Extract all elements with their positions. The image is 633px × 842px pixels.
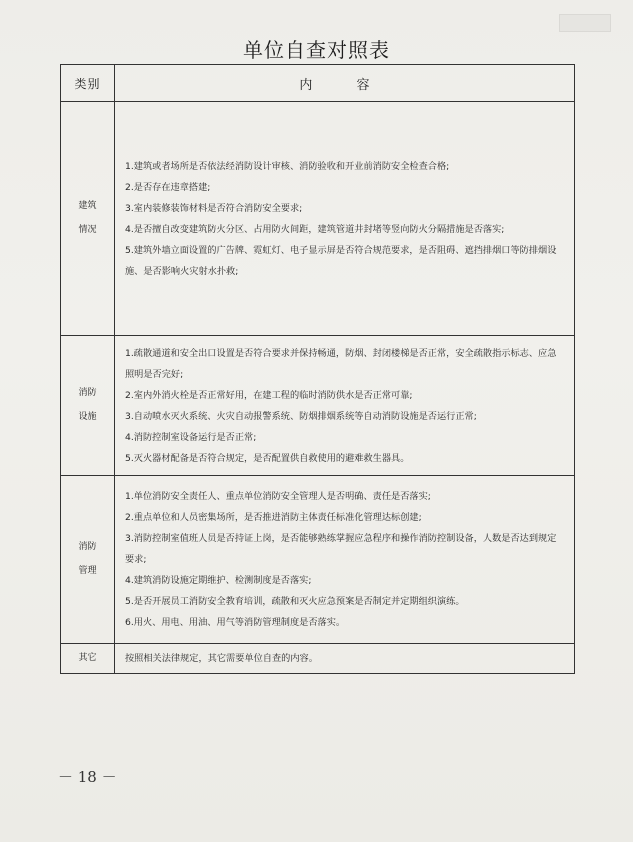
check-item: 2.室内外消火栓是否正常好用，在建工程的临时消防供水是否正常可靠; [125,389,413,401]
table-row [61,336,575,476]
check-item: 5.是否开展员工消防安全教育培训，疏散和灭火应急预案是否制定并定期组织演练。 [125,596,465,607]
category-cell [61,102,115,336]
content-cell [115,336,575,476]
check-item: 4.建筑消防设施定期维护、检测制度是否落实; [125,575,312,586]
category-label-line: 其它 [78,652,97,663]
table-row [61,476,575,644]
category-cell [61,476,115,644]
category-label-line: 设施 [78,411,97,422]
content-cell [115,476,575,644]
check-item: 3.室内装修装饰材料是否符合消防安全要求; [125,202,303,214]
check-item: 1.单位消防安全责任人、重点单位消防安全管理人是否明确、责任是否落实; [125,491,431,502]
category-label-line: 建筑 [78,201,97,212]
category-label-line: 情况 [78,224,97,235]
content-cell [115,644,575,674]
header-category: 类别 [61,65,115,102]
content-cell [115,102,575,336]
category-label-line: 管理 [78,565,97,576]
check-item: 3.自动喷水灭火系统、火灾自动报警系统、防烟排烟系统等自动消防设施是否运行正常; [125,410,477,422]
page-title: 单位自查对照表 [243,38,390,62]
header-content: 内 容 [115,65,575,102]
check-item: 1.疏散通道和安全出口设置是否符合要求并保持畅通，防烟、封闭楼梯是否正常，安全疏散指示标志、应急照明是否完好; [125,347,557,380]
table-row [61,102,575,336]
table-header-row [61,65,575,102]
table-row [61,644,575,674]
page-number: － 18 － [58,768,117,786]
check-item: 1.建筑或者场所是否依法经消防设计审核、消防验收和开业前消防安全检查合格; [125,160,450,172]
check-item: 按照相关法律规定，其它需要单位自查的内容。 [125,653,318,664]
check-item: 4.消防控制室设备运行是否正常; [125,431,257,443]
checklist-table [60,64,575,674]
check-item: 5.建筑外墙立面设置的广告牌、霓虹灯、电子显示屏是否符合规范要求，是否阻碍、遮挡排烟口等防排烟设施、是否影响火灾射水扑救; [125,244,557,277]
check-item: 2.重点单位和人员密集场所，是否推进消防主体责任标准化管理达标创建; [125,512,422,523]
category-cell [61,336,115,476]
check-item: 4.是否擅自改变建筑防火分区、占用防火间距，建筑管道井封堵等竖向防火分隔措施是否落实; [125,223,505,235]
check-item: 2.是否存在违章搭建; [125,181,211,193]
check-item: 5.灭火器材配备是否符合规定，是否配置供自救使用的避难救生器具。 [125,452,410,464]
category-cell [61,644,115,674]
corner-stamp-mark [559,14,611,32]
check-item: 3.消防控制室值班人员是否持证上岗，是否能够熟练掌握应急程序和操作消防控制设备，人数是否达到规定要求; [125,533,557,565]
check-item: 6.用火、用电、用油、用气等消防管理制度是否落实。 [125,617,346,628]
category-label-line: 消防 [78,542,97,553]
category-label-line: 消防 [78,388,97,399]
